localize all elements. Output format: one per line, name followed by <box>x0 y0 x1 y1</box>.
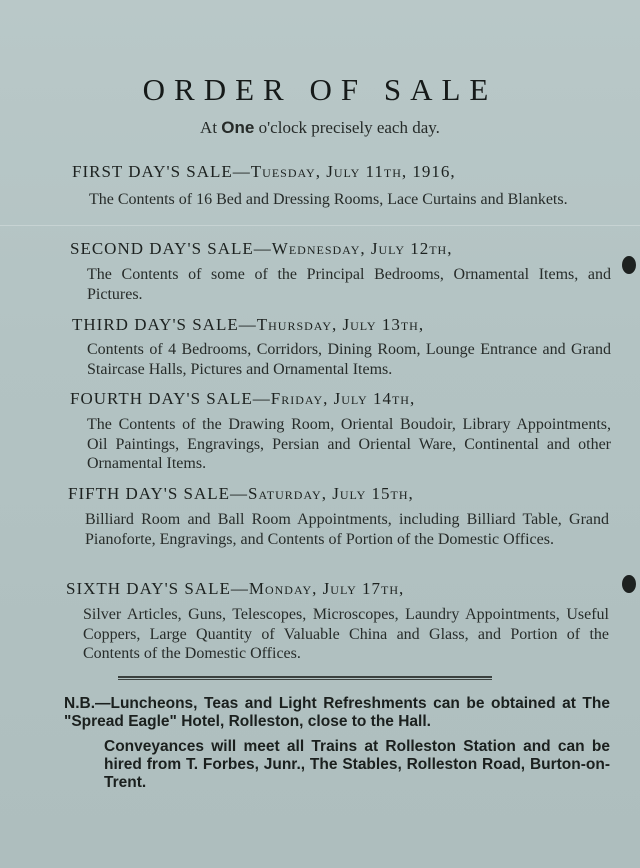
day-6-heading: SIXTH DAY'S SALE—Monday, July 17th, <box>66 579 405 598</box>
day-5-heading: FIFTH DAY'S SALE—Saturday, July 15th, <box>68 484 414 503</box>
day-4-heading: FOURTH DAY'S SALE—Friday, July 14th, <box>70 389 416 408</box>
refreshments-note: N.B.—Luncheons, Teas and Light Refreshments can be obtained at The "Spread Eagle" Hotel, Rolleston, close to the Hall. <box>64 695 610 730</box>
day-4-body: The Contents of the Drawing Room, Oriental Boudoir, Library Appointments, Oil Paintings, Engravings, Persian and Oriental Ware, Continental and other Ornamental Items. <box>87 416 611 472</box>
day-1-body: The Contents of 16 Bed and Dressing Rooms, Lace Curtains and Blankets. <box>89 191 568 208</box>
day-6-body: Silver Articles, Guns, Telescopes, Microscopes, Laundry Appointments, Useful Coppers, Large Quantity of Valuable China and Glass, and Portion of the Contents of the Domestic Offices. <box>83 606 609 662</box>
day-3-body: Contents of 4 Bedrooms, Corridors, Dining Room, Lounge Entrance and Grand Staircase Halls, Pictures and Ornamental Items. <box>87 341 611 378</box>
section-divider <box>118 676 492 680</box>
day-2-body: The Contents of some of the Principal Bedrooms, Ornamental Items, and Pictures. <box>87 266 611 303</box>
day-3-heading: THIRD DAY'S SALE—Thursday, July 13th, <box>72 315 425 334</box>
page-subtitle <box>0 118 640 138</box>
subtitle-bold: One <box>221 118 255 137</box>
subtitle-prefix: At <box>200 118 218 137</box>
punch-hole <box>622 256 636 274</box>
punch-hole <box>622 575 636 593</box>
day-5-body: Billiard Room and Ball Room Appointments, including Billiard Table, Grand Pianoforte, Engravings, and Contents of Portion of the Domestic Offices. <box>85 511 609 548</box>
day-2-heading: SECOND DAY'S SALE—Wednesday, July 12th, <box>70 239 453 258</box>
page-title: ORDER OF SALE <box>142 72 498 107</box>
subtitle-suffix: o'clock precisely each day. <box>258 118 440 137</box>
conveyances-note: Conveyances will meet all Trains at Rolleston Station and can be hired from T. Forbes, Junr., The Stables, Rolleston Road, Burton-on-Trent. <box>104 738 610 791</box>
day-1-heading: FIRST DAY'S SALE—Tuesday, July 11th, 1916, <box>72 162 456 181</box>
paper-fold <box>0 225 640 226</box>
